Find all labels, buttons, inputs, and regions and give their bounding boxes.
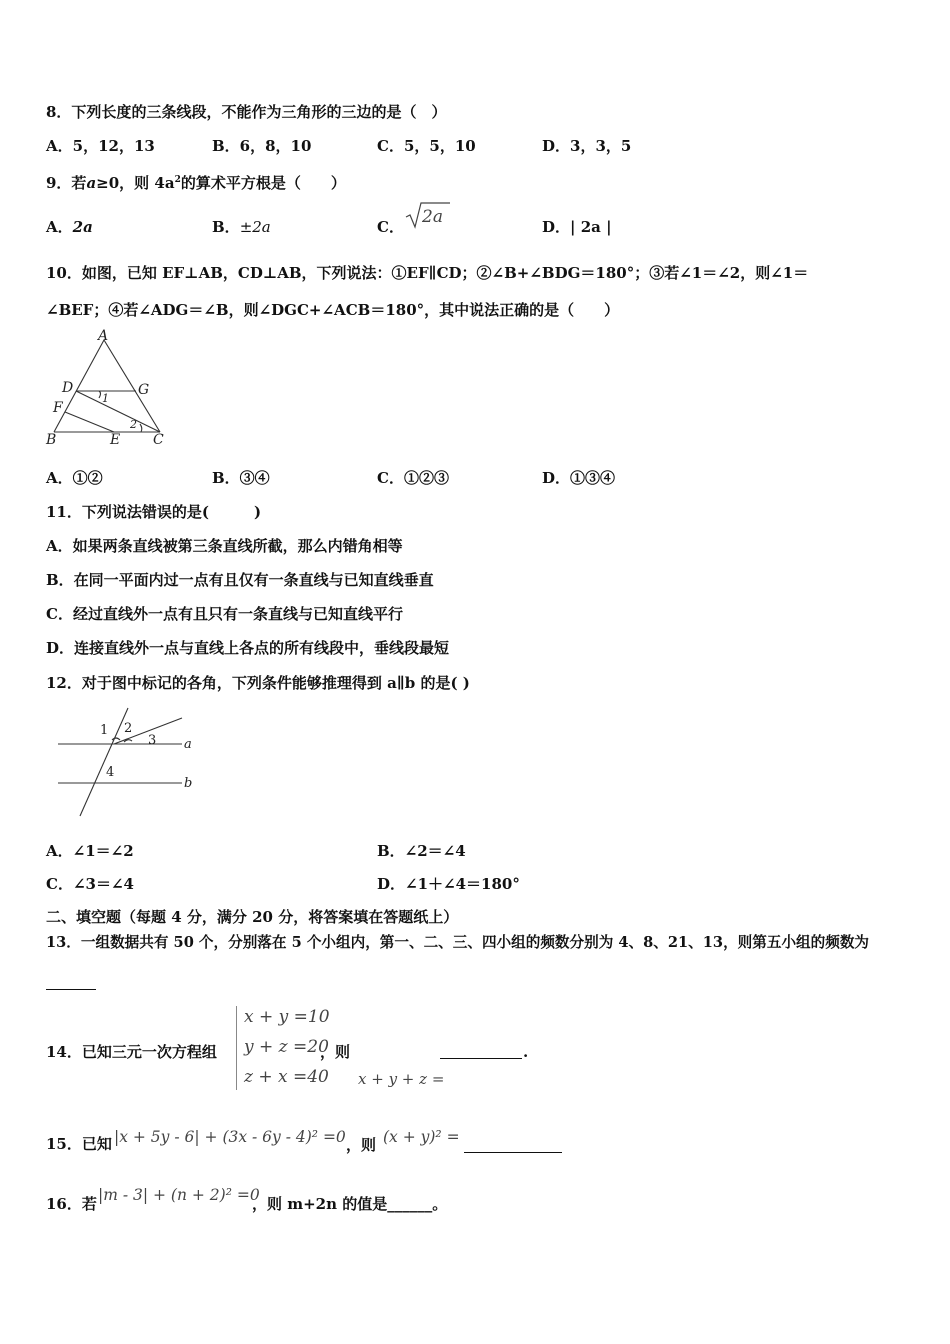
label-G: G [138, 382, 150, 398]
q14-system-brace [236, 1006, 237, 1090]
q12-option-a: A．∠1＝∠2 [46, 842, 134, 860]
q10-option-a: A．①② [46, 469, 103, 487]
label-D: D [62, 380, 74, 396]
q14-equation-2: y + z =20 [244, 1037, 329, 1057]
q13-stem: 13．一组数据共有 50 个，分别落在 5 个小组内，第一、二、三、四小组的频数分别为 4、8、21、13，则第五小组的频数为 [46, 934, 870, 951]
q10-triangle-figure [44, 328, 174, 450]
q12-option-d: D．∠1＋∠4＝180° [377, 875, 520, 893]
q8-option-d: D．3，3，5 [542, 137, 632, 155]
q14-prefix: 14．已知三元一次方程组 [46, 1043, 217, 1061]
label-1: 1 [102, 392, 109, 405]
q8-option-c: C．5，5，10 [377, 137, 476, 155]
q16-equation: |m - 3| + (n + 2)² =0 [98, 1186, 260, 1204]
line-label-b: b [184, 776, 193, 791]
q14-expression: x + y + z = [358, 1070, 445, 1088]
q8-option-b: B．6，8，10 [212, 137, 312, 155]
q11-option-b: B．在同一平面内过一点有且仅有一条直线与已知直线垂直 [46, 571, 434, 589]
q10-option-b: B．③④ [212, 469, 270, 487]
label-F: F [53, 400, 63, 416]
q15-mid: ，则 [346, 1136, 377, 1154]
q10-option-c: C．①②③ [377, 469, 449, 487]
svg-text:2a: 2a [422, 207, 443, 227]
q14-equation-1: x + y =10 [244, 1007, 330, 1027]
label-E: E [110, 432, 121, 448]
q10-option-d: D．①③④ [542, 469, 616, 487]
q12-option-b: B．∠2＝∠4 [377, 842, 466, 860]
q16-suffix: ，则 m+2n 的值是______。 [252, 1195, 448, 1213]
q11-option-d: D．连接直线外一点与直线上各点的所有线段中，垂线段最短 [46, 639, 450, 657]
q11-stem: 11．下列说法错误的是( ) [46, 503, 262, 521]
angle-label-4: 4 [106, 765, 115, 780]
label-C: C [153, 432, 164, 448]
q9-option-d: D．| 2a | [542, 218, 612, 236]
q15-prefix: 15．已知 [46, 1135, 112, 1153]
q14-answer-blank[interactable] [440, 1044, 522, 1059]
label-2: 2 [130, 418, 137, 431]
label-B: B [46, 432, 57, 448]
q14-equation-3: z + x =40 [244, 1067, 329, 1087]
q13-answer-blank[interactable] [46, 975, 96, 990]
q8-option-a: A．5，12，13 [46, 137, 155, 155]
q12-stem: 12．对于图中标记的各角，下列条件能够推理得到 a∥b 的是( ) [46, 674, 470, 692]
label-A: A [98, 328, 109, 344]
angle-label-2: 2 [124, 721, 133, 736]
q16-prefix: 16．若 [46, 1195, 97, 1213]
q10-stem-line2: ∠BEF；④若∠ADG＝∠B，则∠DGC+∠ACB＝180°，其中说法正确的是（ ） [46, 301, 620, 319]
q10-stem-line1: 10．如图，已知 EF⊥AB，CD⊥AB，下列说法：①EF∥CD；②∠B+∠BDG＝180°；③若∠1＝∠2，则∠1＝ [46, 264, 809, 282]
q15-expression: (x + y)² = [383, 1128, 460, 1146]
q8-stem: 8．下列长度的三条线段，不能作为三角形的三边的是（ ） [46, 103, 447, 121]
angle-label-1: 1 [100, 723, 109, 738]
section-fill-in-heading: 二、填空题（每题 4 分，满分 20 分，将答案填在答题纸上） [46, 908, 459, 926]
q11-option-a: A．如果两条直线被第三条直线所截，那么内错角相等 [46, 537, 403, 555]
q9-option-a: A．2a [46, 218, 93, 236]
q15-equation: |x + 5y - 6| + (3x - 6y - 4)² =0 [114, 1128, 346, 1146]
angle-label-3: 3 [148, 733, 157, 748]
q11-option-c: C．经过直线外一点有且只有一条直线与已知直线平行 [46, 605, 403, 623]
q12-option-c: C．∠3＝∠4 [46, 875, 134, 893]
q9-option-c: C． [377, 218, 404, 236]
q15-answer-blank[interactable] [464, 1138, 562, 1153]
q9-stem: 9．若a≥0，则 $4a^2$的算术平方根是（ ） [46, 174, 346, 192]
q9-option-b: B．±2a [212, 218, 271, 236]
q12-parallel-lines-figure [52, 702, 202, 820]
q14-mid: ，则 [320, 1043, 351, 1061]
q9-option-c-sqrt [404, 200, 454, 230]
q14-suffix: . [523, 1043, 529, 1061]
line-label-a: a [184, 737, 192, 752]
